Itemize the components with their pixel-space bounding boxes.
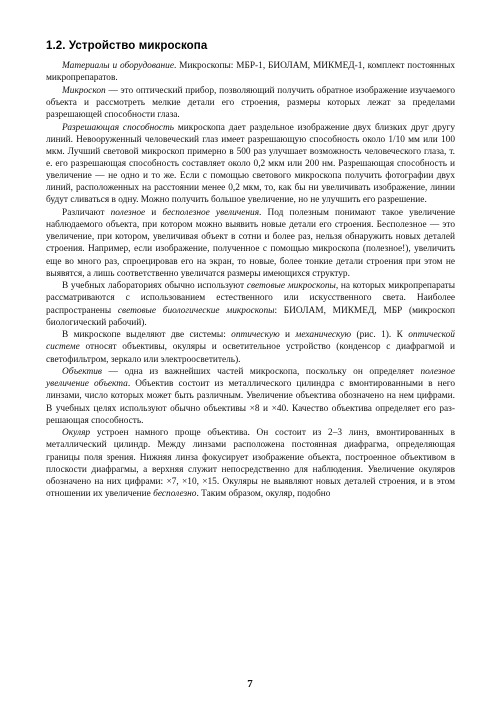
text-run: . Объектив состоит из металлического цилиндра с вмонтированными в него линзами, число которых может быть различным. Увеличение объектива обозначено на нем цифрами. В учебных целях используют обычно объективы ×8 и ×40. Качество объектива определяет его разрешающая способность. bbox=[46, 379, 455, 426]
italic-text: световые микроскопы bbox=[246, 281, 336, 292]
text-run: относят объективы, окуляры и осветительное устройство (конденсор с диафрагмой и светофильтром, зеркало или электроосветитель). bbox=[46, 342, 455, 365]
italic-text: оптической системе bbox=[46, 330, 455, 353]
italic-text: оптическую bbox=[231, 330, 280, 341]
italic-text: световые биологические микроскопы bbox=[117, 305, 275, 316]
paragraph bbox=[46, 280, 455, 329]
text-run: — это оптический прибор, позволяющий получить обратное изображение изучаемого объекта и рассмотреть мелкие детали его строения, размеры которых лежат за пределами разрешающей способности глаза. bbox=[46, 85, 455, 120]
paragraph bbox=[46, 366, 455, 427]
text-run: (рис. 1). К bbox=[351, 330, 409, 341]
text-run: , на которых микропрепараты рассматриваются с использованием естественного или искусственного света. Наиболее распространены bbox=[46, 281, 456, 316]
italic-text: Материалы и оборудование bbox=[62, 61, 174, 71]
italic-text: Окуляр bbox=[62, 428, 91, 439]
text-run: . Под полезным понимают такое увеличение наблюдаемого объекта, при котором можно выявить новые детали его строения. Бесполезное — это увеличение, при котором, увеличивая объект в сотни и более раз, нельзя обнаружить новых деталей строения. Например, если изображение, полученное с помощью микроскопа (полезное!), увеличить еще во много раз, спроецировав его на экран, то новые, более тонкие детали строения при этом не выявятся, а лишь соответственно увеличатся размеры имеющихся структур. bbox=[46, 208, 455, 279]
italic-text: полезное увеличение объекта bbox=[46, 367, 455, 390]
italic-text: Микроскоп bbox=[62, 85, 106, 96]
italic-text: механическую bbox=[295, 330, 352, 341]
text-run: : БИОЛАМ, МИКМЕД, МБР (микроскоп биологический рабочий). bbox=[46, 305, 456, 328]
text-run: В учебных лабораториях обычно используют bbox=[62, 281, 247, 292]
paragraph bbox=[46, 207, 455, 280]
italic-text: Объектив bbox=[62, 367, 102, 378]
text-run: и bbox=[279, 330, 296, 341]
text-run: . Микроскопы: МБР-1, БИОЛАМ, МИКМЕД-1, комплект постоянных микропрепаратов. bbox=[46, 61, 455, 84]
page-content bbox=[46, 40, 455, 500]
italic-text: бесполезное увеличения bbox=[162, 208, 260, 218]
text-run: . Таким образом, окуляр, подобно bbox=[196, 488, 331, 499]
text-run: — одна из важнейших частей микроскопа, поскольку он определяет bbox=[101, 367, 421, 378]
paragraph bbox=[46, 427, 455, 500]
text-run: микроскопа дает раздельное изображение двух близких друг другу линий. Невооруженный человеческий глаз имеет разрешающую способность около 1/10 мм или 100 мкм. Лучший световой микроскоп примерно в 500 раз улучшает возможность человеческого глаза, т. е. его разрешающая способность составляет около 0,2 мкм или 200 нм. Разрешающая способность и увеличение — не одно и то же. Если с помощью светового микроскопа получить фотографии двух линий, расположенных на расстоянии менее 0,2 мкм, то, как бы ни увеличивать изображение, линии будут сливаться в одну. Можно получить большое увеличение, но не улучшить его разрешение. bbox=[46, 122, 456, 206]
italic-text: полезное bbox=[110, 208, 146, 218]
paragraph bbox=[46, 85, 455, 121]
italic-text: Разрешающая способность bbox=[62, 122, 175, 133]
italic-text: бесполезно bbox=[153, 488, 197, 499]
text-run: устроен намного проще объектива. Он состоит из 2–3 линз, вмонтированных в металлический цилиндр. Между линзами расположена постоянная диафрагма, определяющая границы поля зрения. Нижняя линза фокусирует изображение объекта, построенное объективом в плоскости диафрагмы, а верхняя служит непосредственно для наблюдения. Увеличение окуляров обозначено на них цифрами: ×7, ×10, ×15. Окуляры не выявляют новых деталей строения, и в этом отношении их увеличение bbox=[46, 428, 455, 499]
body-text bbox=[46, 60, 455, 500]
paragraph bbox=[46, 329, 455, 365]
text-run: В микроскопе выделяют две системы: bbox=[62, 330, 232, 341]
page-number: 7 bbox=[247, 678, 253, 690]
text-run: Различают bbox=[62, 208, 111, 218]
section-title: 1.2. Устройство микроскопа bbox=[46, 40, 208, 52]
paragraph bbox=[46, 122, 455, 207]
text-run: и bbox=[145, 208, 163, 218]
paragraph bbox=[46, 60, 455, 84]
